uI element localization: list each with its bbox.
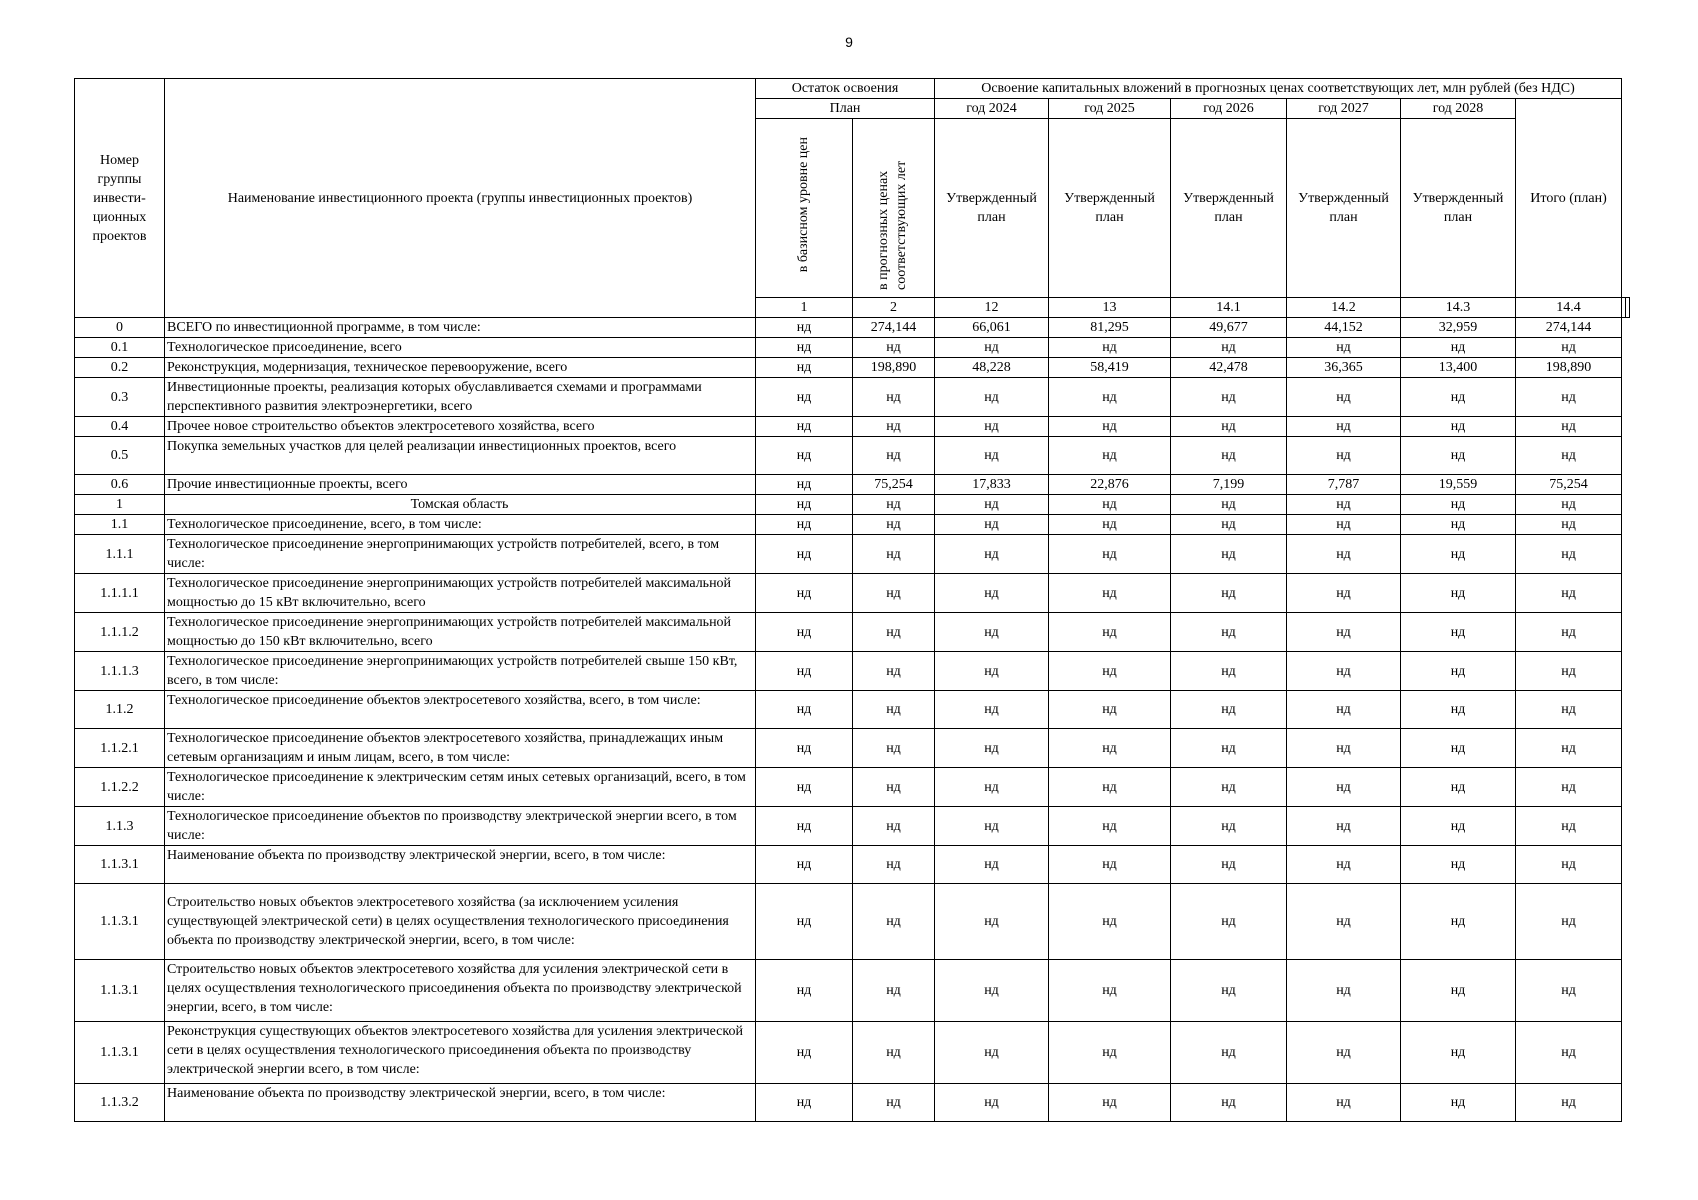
row-value: нд [756, 535, 853, 574]
row-value: нд [1171, 495, 1287, 515]
row-value: нд [1049, 378, 1171, 417]
row-value: нд [1287, 846, 1401, 884]
row-value: нд [1401, 652, 1516, 691]
row-value: нд [853, 768, 935, 807]
row-name: Технологическое присоединение энергопринимающих устройств потребителей, всего, в том числе: [165, 535, 756, 574]
row-name: Наименование объекта по производству электрической энергии, всего, в том числе: [165, 846, 756, 884]
row-id: 0.1 [75, 338, 165, 358]
table-row [75, 884, 1630, 960]
row-value: нд [1401, 691, 1516, 729]
table-row [75, 768, 1630, 807]
page-number: 9 [845, 34, 853, 50]
row-value: нд [1401, 417, 1516, 437]
row-value: нд [1516, 574, 1622, 613]
row-value: нд [1516, 535, 1622, 574]
row-value: нд [1401, 1084, 1516, 1122]
row-id: 1.1.3.1 [75, 1022, 165, 1084]
row-value: нд [756, 1084, 853, 1122]
row-value: нд [1401, 729, 1516, 768]
row-value: нд [756, 437, 853, 475]
row-value: 17,833 [935, 475, 1049, 495]
row-value: нд [1516, 691, 1622, 729]
row-value: нд [1049, 574, 1171, 613]
row-value: нд [1516, 378, 1622, 417]
header-approved-plan: Утвержденный план [1049, 119, 1171, 298]
row-value: нд [1171, 437, 1287, 475]
row-value: нд [756, 574, 853, 613]
row-name: Технологическое присоединение к электрическим сетям иных сетевых организаций, всего, в том числе: [165, 768, 756, 807]
row-value: нд [1171, 960, 1287, 1022]
row-value: нд [1401, 846, 1516, 884]
row-value: нд [1401, 884, 1516, 960]
row-value: нд [756, 960, 853, 1022]
row-value: нд [1401, 535, 1516, 574]
row-value: нд [1171, 768, 1287, 807]
row-value: нд [1287, 515, 1401, 535]
row-value: нд [1171, 1084, 1287, 1122]
row-value: нд [1171, 1022, 1287, 1084]
row-value: нд [853, 338, 935, 358]
row-value: нд [1171, 613, 1287, 652]
row-value: нд [1171, 884, 1287, 960]
header-basis-prices: в базисном уровне цен [756, 119, 853, 298]
row-value: нд [1171, 574, 1287, 613]
row-value: нд [1516, 1084, 1622, 1122]
row-value: нд [756, 417, 853, 437]
row-name: Томская область [165, 495, 756, 515]
row-value: 274,144 [853, 318, 935, 338]
row-value: нд [935, 417, 1049, 437]
row-value: нд [1287, 652, 1401, 691]
row-value: нд [1049, 884, 1171, 960]
row-id: 1.1.2.1 [75, 729, 165, 768]
row-value: нд [1401, 437, 1516, 475]
table-row [75, 378, 1630, 417]
row-value: нд [935, 495, 1049, 515]
row-value: нд [1287, 807, 1401, 846]
row-value: нд [1401, 515, 1516, 535]
row-value: нд [1287, 495, 1401, 515]
row-value: нд [1049, 515, 1171, 535]
row-value: нд [935, 884, 1049, 960]
row-value: 22,876 [1049, 475, 1171, 495]
row-value: нд [756, 515, 853, 535]
row-value: нд [1049, 846, 1171, 884]
row-value: нд [1401, 960, 1516, 1022]
table-row [75, 417, 1630, 437]
table-row [75, 535, 1630, 574]
row-value: нд [935, 729, 1049, 768]
row-value: 58,419 [1049, 358, 1171, 378]
column-number [1626, 298, 1630, 318]
row-value: нд [756, 1022, 853, 1084]
row-value: нд [853, 1084, 935, 1122]
row-value: 44,152 [1287, 318, 1401, 338]
row-value: нд [853, 729, 935, 768]
row-name: ВСЕГО по инвестиционной программе, в том числе: [165, 318, 756, 338]
table-row [75, 807, 1630, 846]
row-value: нд [1516, 417, 1622, 437]
table-row [75, 691, 1630, 729]
row-value: нд [1171, 846, 1287, 884]
row-value: нд [1049, 729, 1171, 768]
row-value: нд [1049, 652, 1171, 691]
row-name: Технологическое присоединение, всего [165, 338, 756, 358]
row-value: нд [1516, 495, 1622, 515]
row-value: 81,295 [1049, 318, 1171, 338]
row-value: нд [935, 846, 1049, 884]
row-id: 1.1.2 [75, 691, 165, 729]
row-value: нд [1171, 729, 1287, 768]
row-id: 0.4 [75, 417, 165, 437]
column-number [1622, 298, 1626, 318]
column-number: 14.1 [1171, 298, 1287, 318]
row-value: нд [1401, 807, 1516, 846]
row-value: 75,254 [853, 475, 935, 495]
row-value: нд [853, 515, 935, 535]
row-value: нд [1516, 960, 1622, 1022]
row-value: нд [1516, 884, 1622, 960]
row-id: 1.1.3.1 [75, 846, 165, 884]
row-value: нд [853, 807, 935, 846]
row-value: 49,677 [1171, 318, 1287, 338]
header-group-number: Номер группы инвести-ционных проектов [75, 79, 165, 318]
row-value: нд [935, 338, 1049, 358]
row-value: нд [935, 652, 1049, 691]
header-year-2026: год 2026 [1171, 99, 1287, 119]
header-total-plan: Итого (план) [1516, 99, 1622, 298]
row-value: нд [935, 1022, 1049, 1084]
row-value: нд [1287, 417, 1401, 437]
row-value: нд [853, 535, 935, 574]
header-approved-plan: Утвержденный план [1287, 119, 1401, 298]
row-value: 274,144 [1516, 318, 1622, 338]
row-name: Технологическое присоединение объектов электросетевого хозяйства, принадлежащих иным сетевым организациям и иным лицам, всего, в том числе: [165, 729, 756, 768]
row-value: нд [1049, 495, 1171, 515]
row-value: 42,478 [1171, 358, 1287, 378]
row-value: нд [935, 515, 1049, 535]
row-id: 1.1.3.1 [75, 960, 165, 1022]
row-value: нд [935, 1084, 1049, 1122]
row-value: нд [756, 768, 853, 807]
table-row [75, 318, 1630, 338]
row-value: нд [935, 613, 1049, 652]
column-number: 14.3 [1401, 298, 1516, 318]
table-row [75, 574, 1630, 613]
row-id: 1.1.1 [75, 535, 165, 574]
row-value: нд [1049, 807, 1171, 846]
row-value: 19,559 [1401, 475, 1516, 495]
row-value: нд [1287, 613, 1401, 652]
row-value: нд [756, 613, 853, 652]
row-value: нд [756, 318, 853, 338]
row-value: нд [1049, 338, 1171, 358]
row-value: нд [1287, 960, 1401, 1022]
table-row [75, 960, 1630, 1022]
row-value: нд [1516, 652, 1622, 691]
row-value: нд [1516, 515, 1622, 535]
row-name: Прочие инвестиционные проекты, всего [165, 475, 756, 495]
investment-table [74, 78, 1630, 1122]
column-number: 1 [756, 298, 853, 318]
header-approved-plan: Утвержденный план [935, 119, 1049, 298]
row-name: Технологическое присоединение энергопринимающих устройств потребителей максимальной мощностью до 150 кВт включительно, всего [165, 613, 756, 652]
row-value: нд [756, 807, 853, 846]
row-name: Прочее новое строительство объектов электросетевого хозяйства, всего [165, 417, 756, 437]
table-row [75, 729, 1630, 768]
row-value: 7,199 [1171, 475, 1287, 495]
row-value: нд [853, 652, 935, 691]
row-name: Технологическое присоединение объектов электросетевого хозяйства, всего, в том числе: [165, 691, 756, 729]
row-value: нд [1049, 960, 1171, 1022]
row-value: нд [1049, 437, 1171, 475]
row-id: 1.1.1.2 [75, 613, 165, 652]
row-value: нд [1287, 574, 1401, 613]
table-row [75, 437, 1630, 475]
row-id: 1.1.2.2 [75, 768, 165, 807]
row-value: нд [1049, 1084, 1171, 1122]
header-year-2027: год 2027 [1287, 99, 1401, 119]
table-row [75, 475, 1630, 495]
row-value: нд [1516, 807, 1622, 846]
row-value: нд [853, 437, 935, 475]
row-id: 1 [75, 495, 165, 515]
row-value: нд [1287, 768, 1401, 807]
table-row [75, 1084, 1630, 1122]
row-value: нд [853, 495, 935, 515]
row-value: нд [1516, 338, 1622, 358]
row-value: нд [853, 960, 935, 1022]
row-value: нд [1401, 1022, 1516, 1084]
row-value: нд [756, 475, 853, 495]
header-project-name: Наименование инвестиционного проекта (группы инвестиционных проектов) [165, 79, 756, 318]
row-value: нд [853, 846, 935, 884]
row-id: 1.1.3.1 [75, 884, 165, 960]
row-value: нд [935, 574, 1049, 613]
header-year-2025: год 2025 [1049, 99, 1171, 119]
header-year-2028: год 2028 [1401, 99, 1516, 119]
row-value: нд [1049, 417, 1171, 437]
row-value: нд [853, 691, 935, 729]
row-value: 66,061 [935, 318, 1049, 338]
row-value: нд [853, 884, 935, 960]
header-remaining: Остаток освоения [756, 79, 935, 99]
header-approved-plan: Утвержденный план [1171, 119, 1287, 298]
table-row [75, 846, 1630, 884]
row-value: нд [1049, 1022, 1171, 1084]
row-id: 1.1.1.1 [75, 574, 165, 613]
row-name: Технологическое присоединение энергопринимающих устройств потребителей свыше 150 кВт, всего, в том числе: [165, 652, 756, 691]
table-row [75, 1022, 1630, 1084]
row-id: 0.6 [75, 475, 165, 495]
row-value: нд [935, 437, 1049, 475]
row-value: нд [1401, 338, 1516, 358]
row-name: Покупка земельных участков для целей реализации инвестиционных проектов, всего [165, 437, 756, 475]
row-value: нд [756, 338, 853, 358]
table-row [75, 652, 1630, 691]
row-value: нд [1171, 515, 1287, 535]
row-value: нд [1287, 1022, 1401, 1084]
row-value: нд [1171, 807, 1287, 846]
row-value: 36,365 [1287, 358, 1401, 378]
row-value: нд [1171, 378, 1287, 417]
row-name: Технологическое присоединение энергопринимающих устройств потребителей максимальной мощностью до 15 кВт включительно, всего [165, 574, 756, 613]
row-name: Реконструкция, модернизация, техническое перевооружение, всего [165, 358, 756, 378]
column-number: 14.4 [1516, 298, 1622, 318]
row-value: нд [756, 358, 853, 378]
row-value: нд [1516, 437, 1622, 475]
row-value: нд [935, 691, 1049, 729]
row-value: нд [1516, 729, 1622, 768]
table-body [75, 318, 1630, 1122]
row-name: Технологическое присоединение объектов по производству электрической энергии всего, в том числе: [165, 807, 756, 846]
row-id: 0 [75, 318, 165, 338]
table-row [75, 358, 1630, 378]
row-value: нд [756, 691, 853, 729]
row-value: нд [1401, 574, 1516, 613]
row-value: нд [935, 535, 1049, 574]
row-value: нд [1401, 613, 1516, 652]
row-value: нд [1516, 613, 1622, 652]
row-value: нд [1287, 691, 1401, 729]
row-name: Реконструкция существующих объектов электросетевого хозяйства для усиления электрической сети в целях осуществления технологического присоединения объекта по производству электрической энергии всего, в том числе: [165, 1022, 756, 1084]
row-value: нд [756, 495, 853, 515]
column-number: 13 [1049, 298, 1171, 318]
row-value: нд [756, 652, 853, 691]
row-value: нд [1049, 691, 1171, 729]
row-id: 1.1.3 [75, 807, 165, 846]
row-id: 0.2 [75, 358, 165, 378]
column-number: 2 [853, 298, 935, 318]
row-value: нд [853, 417, 935, 437]
row-name: Наименование объекта по производству электрической энергии, всего, в том числе: [165, 1084, 756, 1122]
row-value: нд [1171, 417, 1287, 437]
row-value: 198,890 [853, 358, 935, 378]
table-row [75, 338, 1630, 358]
row-id: 1.1.3.2 [75, 1084, 165, 1122]
row-value: нд [1516, 768, 1622, 807]
row-value: нд [1287, 729, 1401, 768]
row-value: нд [935, 807, 1049, 846]
header-plan: План [756, 99, 935, 119]
table-row [75, 613, 1630, 652]
row-id: 0.3 [75, 378, 165, 417]
row-value: нд [756, 846, 853, 884]
row-value: нд [935, 378, 1049, 417]
header-year-2024: год 2024 [935, 99, 1049, 119]
row-name: Строительство новых объектов электросетевого хозяйства для усиления электрической сети в целях осуществления технологического присоединения объекта по производству электрической энергии, всего, в том числе: [165, 960, 756, 1022]
table-row [75, 495, 1630, 515]
row-value: 48,228 [935, 358, 1049, 378]
row-value: нд [935, 960, 1049, 1022]
row-value: нд [1287, 535, 1401, 574]
row-value: нд [853, 1022, 935, 1084]
header-forecast-prices: в прогнозных ценах соответствующих лет [853, 119, 935, 298]
column-number: 12 [935, 298, 1049, 318]
row-name: Строительство новых объектов электросетевого хозяйства (за исключением усиления существующей электрической сети) в целях осуществления технологического присоединения объекта по производству электрической энергии, всего, в том числе: [165, 884, 756, 960]
row-id: 1.1 [75, 515, 165, 535]
table-header [75, 79, 1630, 318]
row-value: нд [1171, 535, 1287, 574]
row-name: Технологическое присоединение, всего, в том числе: [165, 515, 756, 535]
header-capital-investment: Освоение капитальных вложений в прогнозных ценах соответствующих лет, млн рублей (без НДС) [935, 79, 1622, 99]
row-value: нд [935, 768, 1049, 807]
row-value: 32,959 [1401, 318, 1516, 338]
table-row [75, 515, 1630, 535]
row-value: нд [756, 884, 853, 960]
row-value: нд [1171, 652, 1287, 691]
row-name: Инвестиционные проекты, реализация которых обуславливается схемами и программами перспективного развития электроэнергетики, всего [165, 378, 756, 417]
row-value: нд [853, 613, 935, 652]
row-value: нд [756, 378, 853, 417]
row-value: нд [1516, 1022, 1622, 1084]
row-value: нд [1516, 846, 1622, 884]
header-approved-plan: Утвержденный план [1401, 119, 1516, 298]
column-number: 14.2 [1287, 298, 1401, 318]
row-value: 75,254 [1516, 475, 1622, 495]
row-value: нд [1401, 378, 1516, 417]
row-value: нд [1401, 768, 1516, 807]
row-value: 198,890 [1516, 358, 1622, 378]
row-value: нд [1049, 613, 1171, 652]
row-value: нд [1287, 437, 1401, 475]
row-value: нд [756, 729, 853, 768]
row-value: нд [1287, 1084, 1401, 1122]
row-id: 1.1.1.3 [75, 652, 165, 691]
row-value: 7,787 [1287, 475, 1401, 495]
row-value: нд [1049, 535, 1171, 574]
row-value: нд [1171, 691, 1287, 729]
row-value: нд [1287, 338, 1401, 358]
row-value: нд [853, 574, 935, 613]
row-value: нд [1049, 768, 1171, 807]
row-value: нд [1287, 884, 1401, 960]
row-value: нд [1171, 338, 1287, 358]
row-value: нд [853, 378, 935, 417]
row-value: 13,400 [1401, 358, 1516, 378]
row-value: нд [1287, 378, 1401, 417]
row-value: нд [1401, 495, 1516, 515]
row-id: 0.5 [75, 437, 165, 475]
